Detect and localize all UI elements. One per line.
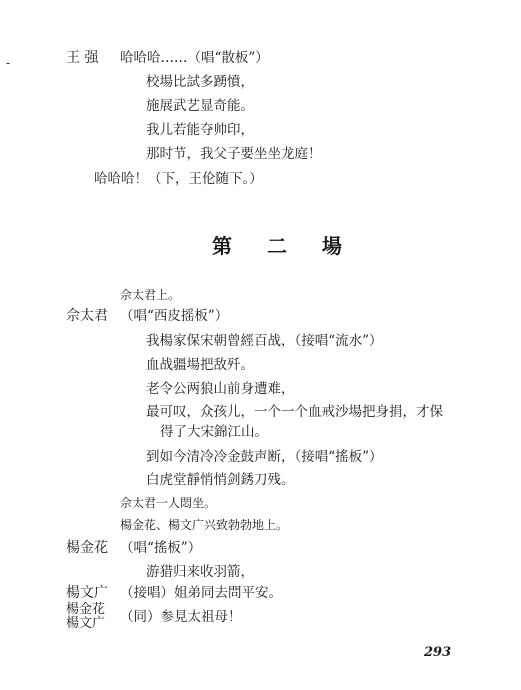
verse-line: 最可叹，众孩儿，一个一个血戒沙場把身捐，才保: [146, 404, 443, 420]
verse-line: 到如今清冷冷金鼓声断，（接唱“搖板”）: [146, 449, 383, 465]
cue-line: （唱“西皮摇板”）: [120, 308, 229, 324]
speaker-yang-wenguang: 楊文广: [66, 616, 106, 631]
stage-direction: 楊金花、楊文广兴致勃勃地上。: [120, 518, 289, 532]
speaker-wang-qiang: 王 强: [66, 50, 99, 66]
verse-line: 得了大宋錦江山。: [160, 424, 268, 440]
verse-line: 老令公两狼山前身遭难，: [146, 381, 295, 397]
verse-line: 我儿若能夺帅印，: [146, 122, 254, 138]
verse-line: 我楊家保宋朝曾經百战，（接唱“流水”）: [146, 333, 383, 349]
speaker-yang-jinhua: 楊金花: [66, 540, 108, 556]
stage-direction: 佘太君上。: [120, 288, 181, 302]
speaker-yang-jinhua: 楊金花: [66, 602, 106, 617]
verse-line: 血战疆場把敌歼。: [146, 357, 254, 373]
verse-line: 那时节，我父子要坐坐龙庭！: [146, 146, 322, 162]
verse-line: 游猎归来收羽箭，: [146, 564, 254, 580]
speaker-yang-wenguang: 楊文广: [66, 585, 108, 601]
cue-line: 哈哈哈……（唱“散板”）: [120, 50, 269, 66]
verse-line: （接唱）姐弟同去問平安。: [120, 585, 282, 601]
stage-direction: 佘太君一人悶坐。: [120, 496, 217, 510]
verse-line: 施展武艺显奇能。: [146, 98, 254, 114]
cue-line: （唱“搖板”）: [120, 540, 202, 556]
verse-line: 白虎堂靜悄悄剑銹刀残。: [146, 472, 295, 488]
margin-mark: -: [6, 56, 11, 70]
verse-line: 校場比試多踴憤，: [146, 74, 254, 90]
speaker-she-taijun: 佘太君: [66, 308, 108, 324]
scene-title: 第 二 場: [212, 234, 356, 258]
verse-line: （同）参見太祖母！: [120, 609, 242, 625]
exit-direction: 哈哈哈！（下，王伦随下。）: [94, 171, 263, 187]
page-number: 293: [424, 645, 452, 660]
